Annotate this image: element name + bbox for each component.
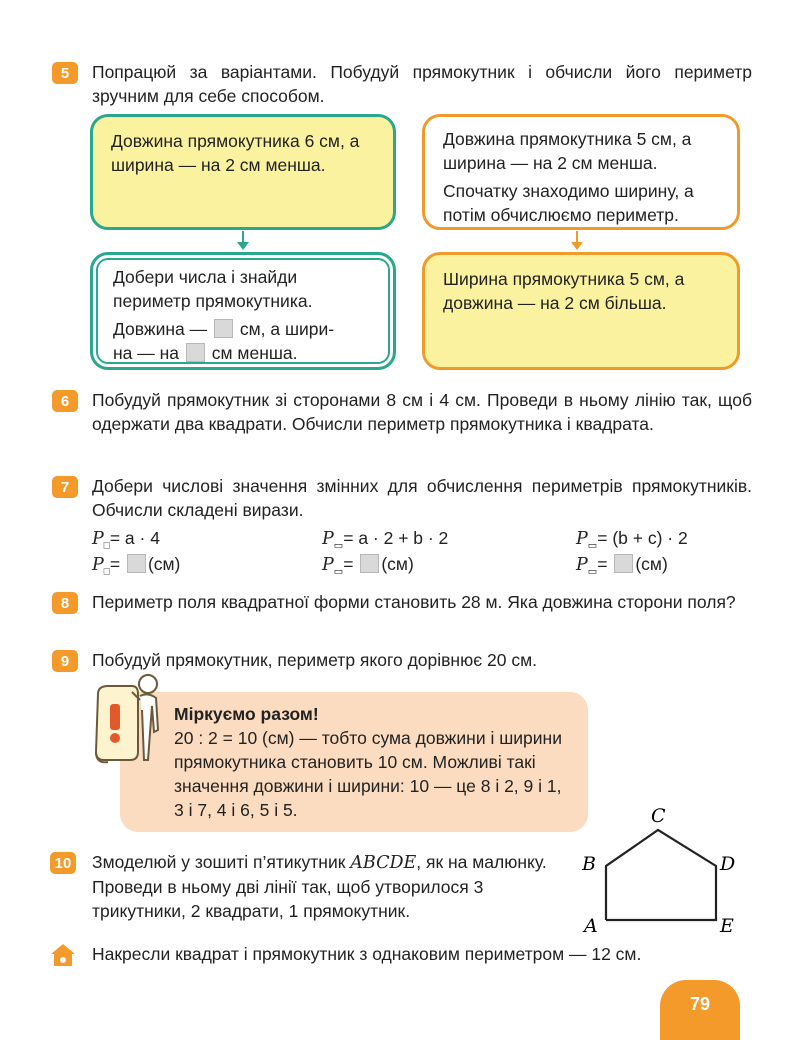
task-number: 5 [52,62,78,84]
think-body: 20 : 2 = 10 (см) — тобто сума довжини і ширини прямокутника становить 10 см. Можливі такі значення довжини і ширини: 10 — це 8 і 2, 9 і 1, 3 і 7, 4 і 6, 5 і 5. [174,728,562,820]
arrow-down-icon [567,231,587,251]
page-number: 79 [660,980,740,1040]
formula-answer-2: $P_▭= (см)$ [322,554,414,578]
answer-square[interactable] [360,554,379,573]
variant-box-green-top [90,114,396,230]
task-text: Побудуй прямокутник зі сторонами 8 см і 4 см. Проведи в ньому лінію так, щоб одержати два квадрати. Обчисли периметр прямокутника і квадрата. [92,390,752,434]
answer-square[interactable] [614,554,633,573]
box-text: Спочатку знаходимо ширину, а потім обчислюємо периметр. [443,181,694,225]
vertex-label-d: D [720,853,736,875]
box-text: Добери числа і знайди периметр прямокутника. [113,267,313,311]
answer-square[interactable] [186,343,205,362]
box-text: Довжина прямокутника 5 см, а ширина — на 2 см менша. [443,129,692,173]
formula-rectangle-2: $P_▭= (b + c) \cdot 2$ [576,528,688,552]
task-number: 10 [50,852,76,874]
answer-square[interactable] [127,554,146,573]
home-task-text: Накресли квадрат і прямокутник з однаковим периметром — 12 см. [92,944,642,964]
variant-box-green-bottom [90,252,396,370]
box-text: на — на [113,343,180,363]
pentagon-figure [578,800,748,940]
think-together-box [120,692,588,832]
task-number: 7 [52,476,78,498]
box-text: Довжина — [113,319,208,339]
vertex-label-a: A [584,915,598,937]
task-text: Периметр поля квадратної форми становить 28 м. Яка довжина сторони поля? [92,592,736,612]
task-number: 9 [52,650,78,672]
task-number: 6 [52,390,78,412]
formula-square: $P_□= a \cdot 4$ [92,528,160,552]
think-title: Міркуємо разом! [174,704,319,724]
arrow-down-icon [233,231,253,251]
task-text: Змоделюй у зошиті п’ятикутник ABCDE, як на малюнку. Проведи в ньому дві лінії так, щоб утворилося 3 трикутники, 2 квадрати, 1 прямокутник. [92,852,547,921]
vertex-label-c: C [651,805,666,827]
variant-box-orange-top [422,114,740,230]
formula-rectangle-1: $P_▭= a \cdot 2 + b \cdot 2$ [322,528,449,552]
box-text: Ширина прямокутника 5 см, а довжина — на 2 см більша. [443,269,685,313]
thinking-person-icon [88,670,168,770]
box-text: Довжина прямокутника 6 см, а ширина — на 2 см менша. [111,131,360,175]
box-text: см, а шири- [239,319,335,339]
answer-square[interactable] [214,319,233,338]
formula-answer-1: $P_□= (см)$ [92,554,181,578]
task-text: Добери числові значення змінних для обчислення периметрів прямокутників. Обчисли складені вирази. [92,476,752,520]
task-text: Попрацюй за варіантами. Побудуй прямокутник і обчисли його периметр зручним для себе способом. [92,62,752,106]
vertex-label-e: E [720,915,734,937]
task-text: Побудуй прямокутник, периметр якого дорівнює 20 см. [92,650,537,670]
box-text: см менша. [211,343,298,363]
task-number: 8 [52,592,78,614]
home-icon [50,942,76,968]
variant-box-orange-bottom [422,252,740,370]
vertex-label-b: B [582,853,596,875]
formula-answer-3: $P_▭= (см)$ [576,554,668,578]
